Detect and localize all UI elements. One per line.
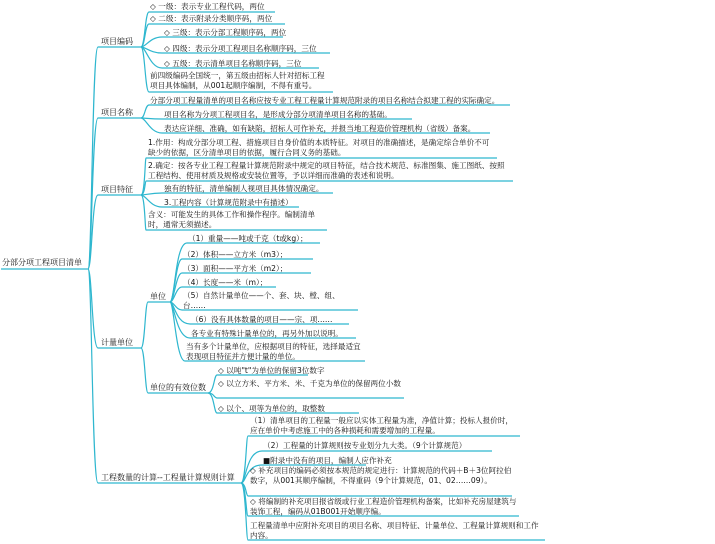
branch-project-code: 项目编码 — [101, 37, 133, 46]
name-rule: 分部分项工程量清单的项目名称应按专业工程工程量计算规范附录的项目名称结合拟建工程的实际确定。 — [150, 96, 500, 105]
branch-quantity: 工程数量的计算--工程量计算规则计算 — [101, 473, 235, 482]
quantity-attach: 工程量清单中应附补充项目的项目名称、项目特征、计量单位、工程量计算规则和工作内容。 — [250, 521, 539, 540]
code-level-4: ◇ 四级：表示分项工程项目名称顺序码，三位 — [164, 44, 317, 53]
quantity-nine-categories: （2）工程量的计算规则按专业划分九大类。（9个计算规范） — [263, 441, 467, 450]
code-level-1: ◇ 一级：表示专业工程代码，两位 — [150, 2, 265, 11]
code-level-3: ◇ 三级：表示分部工程顺序码，两位 — [164, 28, 287, 37]
quantity-code-rule: ◇ 补充项目的编码必须按本规范的规定进行：计算规范的代码＋B＋3位阿拉伯数字，从001其顺序编制，不得重码（9个计算规范，01、02……09）。 — [250, 466, 512, 485]
name-basis: 项目名称为分项工程项目名，是形成分部分项清单项目名称的基础。 — [164, 110, 392, 119]
feature-purpose: 1.作用：构成分部分项工程、措施项目自身价值的本质特征。对项目的准确描述，是确定综合单价不可缺少的依据，区分清单项目的依据，履行合同义务的基础。 — [148, 138, 490, 157]
branch-project-feature: 项目特征 — [101, 185, 133, 194]
unit-special: 各专业有特殊计量单位的，再另外加以说明。 — [191, 329, 343, 338]
digits-integer: ◇ 以个、项等为单位的，取整数 — [218, 404, 325, 413]
unit-weight: （1）重量——吨或千克（t或kg）； — [188, 234, 308, 243]
digits-ton: ◇ 以吨"t"为单位的保留3位数字 — [218, 366, 325, 375]
unit-length: （4）长度——米（m）； — [183, 278, 268, 287]
digits-two-decimal: ◇ 以立方米、平方米、米、千克为单位的保留两位小数 — [218, 379, 401, 388]
unit-natural: （5）自然计量单位——个、套、块、樘、组、台…… — [183, 291, 340, 310]
quantity-supplement: ■附录中没有的项目，编制人应作补充 — [263, 456, 392, 465]
sub-significant-digits: 单位的有效位数 — [150, 383, 206, 392]
unit-lump-sum: （6）没有具体数量的项目——宗、项…… — [191, 315, 333, 324]
feature-determination: 2.确定：按各专业工程工程量计算规范附录中规定的项目特征，结合技术规范、标准图集、施工图纸、按照工程结构、使用材质及规格或安装位置等，予以详细而准确的表述和说明。 — [148, 161, 505, 180]
code-level-5: ◇ 五级：表示清单项目名称顺序码，三位 — [164, 59, 302, 68]
unit-volume: （2）体积——立方米（m3）； — [183, 250, 288, 259]
branch-measurement-unit: 计量单位 — [101, 338, 133, 347]
quantity-filing: ◇ 将编制的补充项目报省级或行业工程造价管理机构备案，比如补充房屋建筑与装饰工程，编码从01B001开始顺序编。 — [250, 497, 517, 516]
code-level-2: ◇ 二级：表示附录分类顺序码，两位 — [150, 14, 273, 23]
quantity-net-value: （1）清单项目的工程量一般应以实体工程量为准，净值计算；投标人报价时，应在单价中考虑施工中的各种损耗和需要增加的工程量。 — [250, 416, 514, 435]
feature-work-content: 3.工程内容（计算规范附录中有描述） — [164, 198, 293, 207]
feature-meaning: 含义：可能发生的具体工作和操作程序。编制清单时，通常无须描述。 — [148, 210, 316, 229]
name-supplement: 表达应详细、准确，如有缺陷，招标人可作补充，并报当地工程造价管理机构（省级）备案。 — [164, 124, 476, 133]
sub-unit: 单位 — [150, 292, 166, 301]
unit-multiple: 当有多个计量单位，应根据项目的特征，选择最适宜表现项目特征并方便计量的单位。 — [186, 342, 361, 361]
unit-area: （3）面积——平方米（m2）； — [183, 264, 288, 273]
code-note: 前四级编码全国统一，第五级由招标人针对招标工程项目具体编制，从001起顺序编制，不得有重号。 — [150, 71, 325, 90]
feature-unique: 独有的特征，清单编制人视项目具体情况确定。 — [164, 184, 324, 193]
branch-project-name: 项目名称 — [101, 108, 133, 117]
root-topic: 分部分项工程项目清单 — [2, 258, 82, 267]
